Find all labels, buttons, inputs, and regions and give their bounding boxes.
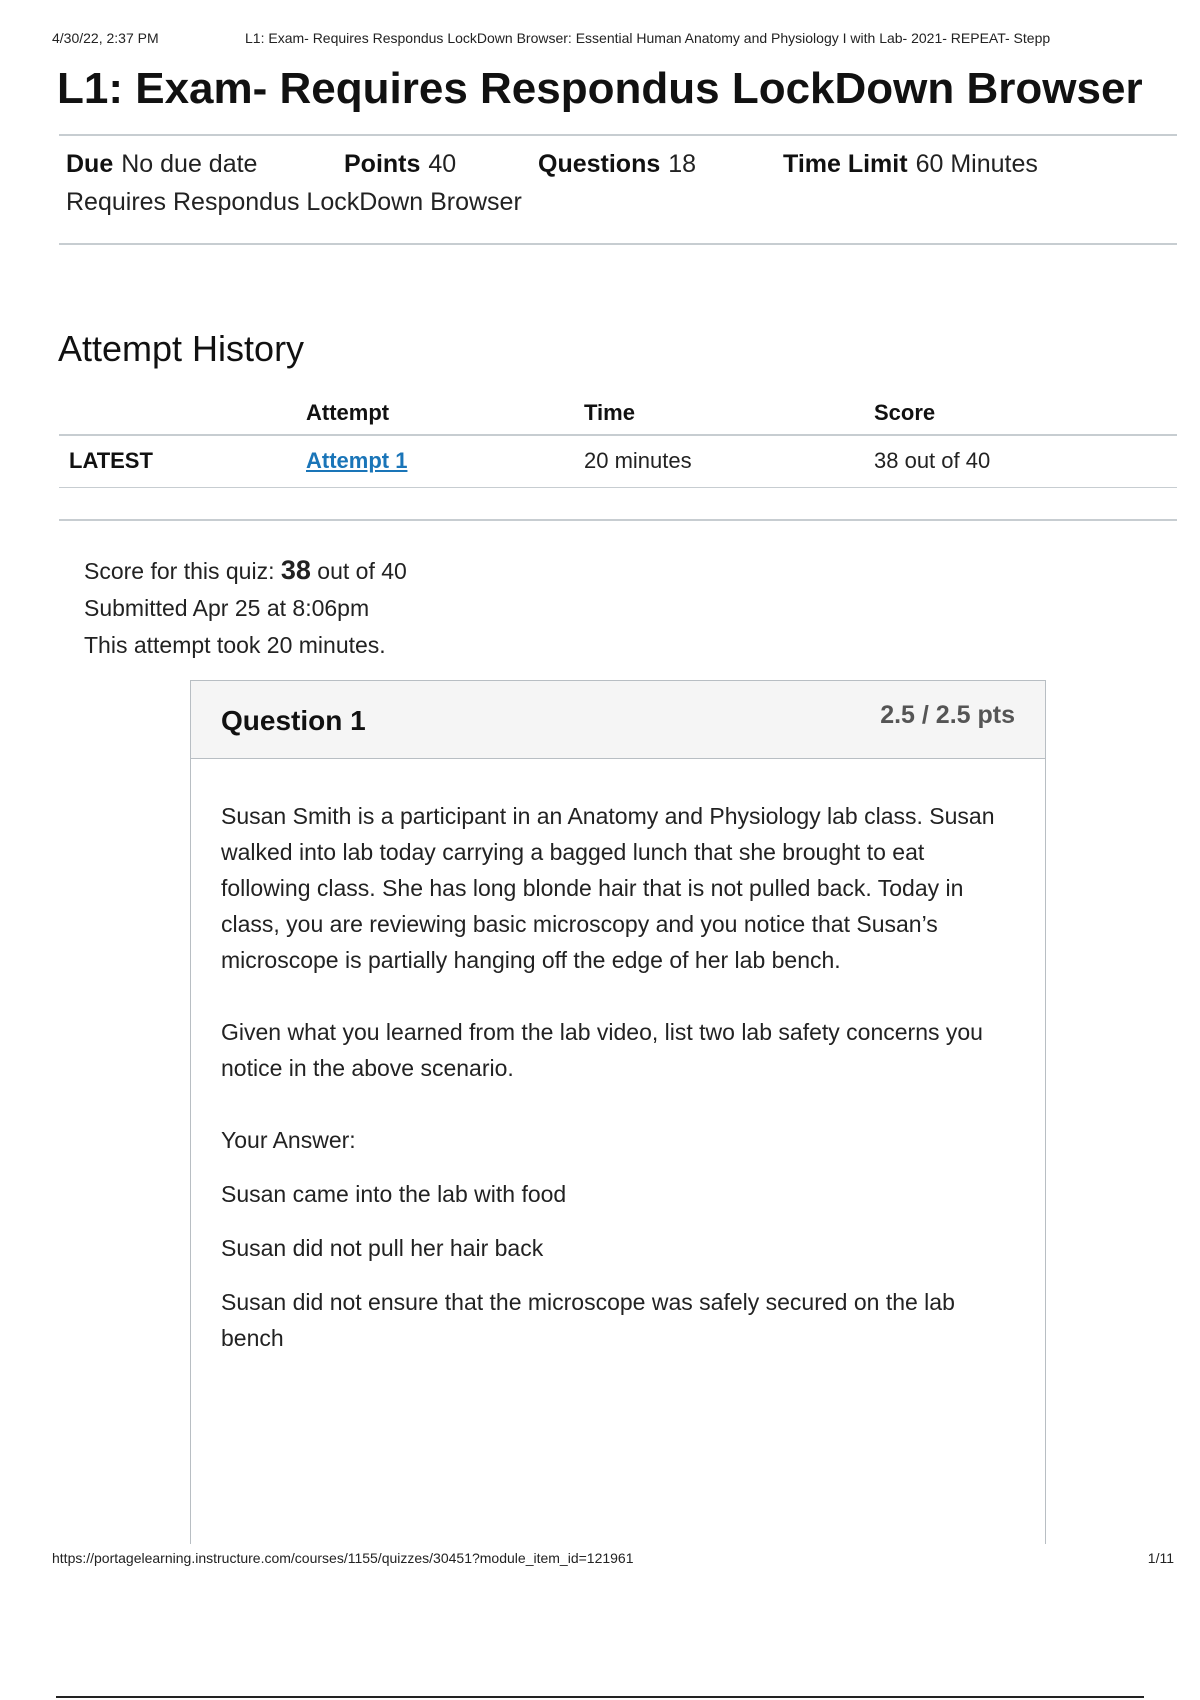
- questions-count: [538, 150, 696, 179]
- score-number: 38: [280, 555, 311, 585]
- attempt-link[interactable]: Attempt 1: [306, 448, 408, 474]
- page-url: https://portagelearning.instructure.com/courses/1155/quizzes/30451?module_item_id=121961: [52, 1550, 634, 1566]
- question-text: Susan Smith is a participant in an Anatomy and Physiology lab class. Susan walked into lab today carrying a bagged lunch that she brought to eat following class. She has long blonde hair that is not pulled back. Today in class, you are reviewing basic microscopy and you notice that Susan’s microscope is partially hanging off the edge of her lab bench.: [221, 803, 995, 973]
- time-limit-label: Time Limit: [783, 150, 908, 178]
- question-title: Question 1: [221, 705, 366, 736]
- print-date: 4/30/22, 2:37 PM: [52, 30, 159, 46]
- questions-value: 18: [668, 150, 697, 178]
- due-label: Due: [66, 150, 114, 178]
- time-limit: [783, 150, 1038, 179]
- lockdown-requirement: Requires Respondus LockDown Browser: [66, 188, 522, 216]
- page-title: L1: Exam- Requires Respondus LockDown Browser: [57, 64, 1143, 113]
- question-card: [190, 680, 1046, 1544]
- questions-label: Questions: [538, 150, 661, 178]
- submitted-time: Submitted Apr 25 at 8:06pm: [84, 595, 370, 621]
- divider: [59, 134, 1177, 136]
- column-header: Attempt: [306, 392, 584, 435]
- answer-line: Susan came into the lab with food: [221, 1181, 567, 1207]
- question-body: [191, 759, 1045, 1356]
- print-doc-title: L1: Exam- Requires Respondus LockDown Browser: Essential Human Anatomy and Physiology I with Lab- 2021- REPEAT- Stepp: [245, 30, 1051, 46]
- table-header-row: [59, 392, 1177, 435]
- question-header: [191, 681, 1045, 759]
- time-limit-value: 60 Minutes: [915, 150, 1038, 178]
- attempt-history-table: [59, 392, 1177, 488]
- attempt-history-heading: Attempt History: [58, 328, 305, 369]
- divider: [56, 1696, 1144, 1698]
- points-value: 40: [428, 150, 457, 178]
- points-label: Points: [344, 150, 421, 178]
- column-header: Score: [874, 392, 1177, 435]
- answer-label: Your Answer:: [221, 1127, 356, 1153]
- question-points: 2.5 / 2.5 pts: [880, 701, 1015, 729]
- answer-line: Susan did not pull her hair back: [221, 1235, 544, 1261]
- due-date: [66, 150, 257, 179]
- column-header: [59, 392, 306, 435]
- quiz-score: Score for this quiz: 38 out of 40: [84, 555, 407, 585]
- attempt-duration: This attempt took 20 minutes.: [84, 632, 386, 658]
- divider: [59, 243, 1177, 245]
- score-summary: [84, 552, 407, 664]
- points: [344, 150, 456, 179]
- attempt-score: 38 out of 40: [874, 435, 1177, 487]
- answer-line: Susan did not ensure that the microscope was safely secured on the lab bench: [221, 1289, 955, 1351]
- quiz-details: [66, 150, 1166, 217]
- column-header: Time: [584, 392, 874, 435]
- divider: [59, 519, 1177, 521]
- attempt-time: 20 minutes: [584, 435, 874, 487]
- due-value: No due date: [121, 150, 258, 178]
- question-prompt: Given what you learned from the lab video, list two lab safety concerns you notice in the above scenario.: [221, 1019, 983, 1081]
- page-number: 1/11: [1147, 1550, 1174, 1566]
- table-row: [59, 435, 1177, 487]
- latest-label: LATEST: [69, 448, 153, 474]
